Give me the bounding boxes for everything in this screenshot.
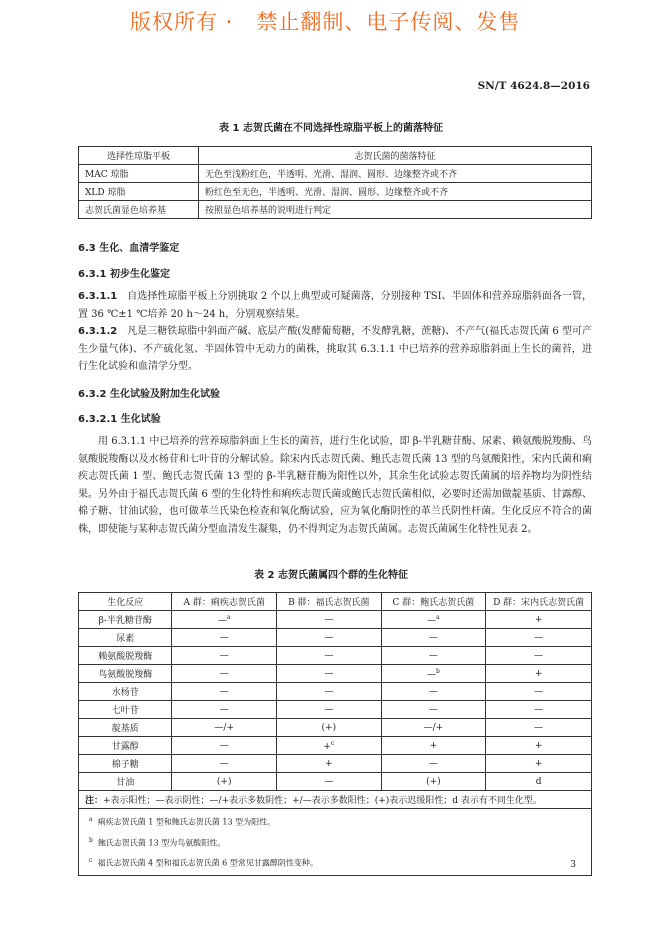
reaction-name: β-半乳糖苷酶 <box>79 611 172 629</box>
table-cell <box>172 611 277 629</box>
cell-value: + <box>534 740 543 751</box>
reaction-name: 水杨苷 <box>79 683 172 701</box>
table-row <box>79 201 592 219</box>
cell-value: — <box>428 758 438 769</box>
note-text: +表示阳性；—表示阴性；—/+表示多数阴性；+/—表示多数阳性；(+)表示迟缓阳性；d 表示有不同生化型。 <box>103 796 542 806</box>
cell-value: — <box>428 704 438 715</box>
table-cell: 无色至浅粉红色，半透明、光滑、湿润、圆形、边缘整齐或不齐 <box>199 165 592 183</box>
table-cell <box>486 665 592 683</box>
table-cell: 按照显色培养基的说明进行判定 <box>199 201 592 219</box>
cell-value: — <box>324 650 334 661</box>
table-row <box>79 165 592 183</box>
table-cell <box>486 611 592 629</box>
table-cell <box>381 611 486 629</box>
table-row <box>79 683 592 701</box>
reaction-name: 鸟氨酸脱羧酶 <box>79 665 172 683</box>
section-heading: 6.3.2.1 生化试验 <box>78 414 161 425</box>
cell-value: —/+ <box>214 722 234 733</box>
table-header: 选择性琼脂平板 <box>79 147 199 165</box>
cell-value: — <box>219 668 229 679</box>
table-row <box>79 611 592 629</box>
table2 <box>78 592 592 876</box>
table-cell <box>172 773 277 791</box>
table-cell <box>172 647 277 665</box>
table-row <box>79 719 592 737</box>
cell-value: — <box>219 740 229 751</box>
table1-caption: 表 1 志贺氏菌在不同选择性琼脂平板上的菌落特征 <box>219 123 443 134</box>
cell-value: — <box>219 650 229 661</box>
footnote-mark: a <box>226 613 231 621</box>
cell-value: — <box>534 650 544 661</box>
table-header: 志贺氏菌的菌落特征 <box>199 147 592 165</box>
clause-text: 凡是三糖铁琼脂中斜面产碱、底层产酸(发酵葡萄糖，不发酵乳糖，蔗糖)、不产气(福氏志贺氏菌 6 型可产生少量气体)、不产硫化氢、半固体管中无动力的菌株，挑取其 6.3.1.1 中已培养的营养琼脂斜面上生长的菌苔，进行生化试验和血清学分型。 <box>78 326 592 372</box>
footnote-mark: a <box>436 613 440 621</box>
cell-value: — <box>324 776 334 787</box>
table-header: A 群：痢疾志贺氏菌 <box>172 593 277 611</box>
footnote <box>89 811 581 832</box>
table-cell <box>277 701 382 719</box>
table-cell <box>381 719 486 737</box>
table-cell <box>486 629 592 647</box>
table-cell <box>486 701 592 719</box>
table-row <box>79 755 592 773</box>
table-cell: MAC 琼脂 <box>79 165 199 183</box>
table-cell <box>277 629 382 647</box>
table-cell: XLD 琼脂 <box>79 183 199 201</box>
table-cell <box>172 701 277 719</box>
table-header-row <box>79 147 592 165</box>
cell-value: — <box>324 704 334 715</box>
table-cell <box>486 737 592 755</box>
reaction-name: 棉子糖 <box>79 755 172 773</box>
cell-value: (+) <box>216 776 232 787</box>
cell-value: + <box>534 758 543 769</box>
cell-value: — <box>534 632 544 643</box>
table-header: D 群：宋内氏志贺氏菌 <box>486 593 592 611</box>
table-row <box>79 701 592 719</box>
reaction-name: 七叶苷 <box>79 701 172 719</box>
clause-6-3-1-1 <box>78 288 592 323</box>
table-cell <box>381 683 486 701</box>
table-note <box>79 791 592 809</box>
footnote-text: 福氏志贺氏菌 4 型和福氏志贺氏菌 6 型常见甘露醇阴性变种。 <box>97 858 318 868</box>
table-cell <box>172 683 277 701</box>
table-cell <box>172 755 277 773</box>
table-footnotes <box>79 809 592 876</box>
table-cell <box>381 701 486 719</box>
table-cell <box>381 737 486 755</box>
footnote-mark: a <box>89 816 93 823</box>
cell-value: + <box>323 741 331 752</box>
table-row <box>79 183 592 201</box>
table-cell <box>486 755 592 773</box>
table-header-row <box>79 593 592 611</box>
table-cell <box>277 755 382 773</box>
table2-caption: 表 2 志贺氏菌属四个群的生化特征 <box>254 570 408 581</box>
table-cell <box>486 773 592 791</box>
footnote <box>89 832 581 853</box>
footnote <box>89 852 581 873</box>
section-heading: 6.3.2 生化试验及附加生化试验 <box>78 389 220 400</box>
clause-6-3-1-2 <box>78 323 592 376</box>
cell-value: — <box>219 686 229 697</box>
cell-value: — <box>324 632 334 643</box>
copyright-watermark: 版权所有 · 禁止翻制、电子传阅、发售 <box>130 10 521 34</box>
cell-value: — <box>534 686 544 697</box>
cell-value: — <box>324 614 334 625</box>
table-cell <box>486 719 592 737</box>
table-row <box>79 629 592 647</box>
table-cell <box>486 647 592 665</box>
cell-value: — <box>426 669 436 680</box>
footnote-text: 鲍氏志贺氏菌 13 型为鸟氨酸阳性。 <box>97 838 226 848</box>
clause-number: 6.3.1.1 <box>78 291 118 302</box>
section-heading: 6.3 生化、血清学鉴定 <box>78 243 180 254</box>
cell-value: — <box>534 722 544 733</box>
table-header: B 群：福氏志贺氏菌 <box>277 593 382 611</box>
cell-value: — <box>534 704 544 715</box>
table-cell <box>172 629 277 647</box>
table-cell <box>381 773 486 791</box>
cell-value: + <box>534 614 543 625</box>
table-cell: 志贺氏菌显色培养基 <box>79 201 199 219</box>
table-row <box>79 737 592 755</box>
table-cell <box>277 773 382 791</box>
reaction-name: 赖氨酸脱羧酶 <box>79 647 172 665</box>
clause-number: 6.3.1.2 <box>78 326 118 337</box>
table-row <box>79 773 592 791</box>
table-cell <box>277 683 382 701</box>
cell-value: (+) <box>321 722 337 733</box>
cell-value: — <box>219 704 229 715</box>
table-cell <box>277 647 382 665</box>
note-label: 注： <box>85 796 104 806</box>
cell-value: — <box>427 615 437 626</box>
footnote-mark: c <box>89 857 93 865</box>
body-paragraph: 用 6.3.1.1 中已培养的营养琼脂斜面上生长的菌苔，进行生化试验，即 β-半乳糖苷酶、尿素、赖氨酸脱羧酶、鸟氨酸脱羧酶以及水杨苷和七叶苷的分解试验。除宋内氏志贺氏菌、鲍氏志贺氏菌 13 型的鸟氨酸阳性，宋内氏菌和痢疾志贺氏菌 1 型、鲍氏志贺氏菌 13 型的 β-半乳糖苷酶为阳性以外，其余生化试验志贺氏菌属的培养物均为阴性结果。另外由于福氏志贺氏菌 6 型的生化特性和痢疾志贺氏菌或鲍氏志贺氏菌相似，必要时还需加做靛基质、甘露醇、棉子糖、甘油试验，也可做革兰氏染色检查和氧化酶试验，应为氧化酶阴性的革兰氏阴性杆菌。生化反应不符合的菌株，即使能与某种志贺氏菌分型血清发生凝集，仍不得判定为志贺氏菌属。志贺氏菌属生化特性见表 2。 <box>78 436 592 535</box>
cell-value: — <box>428 632 438 643</box>
cell-value: d <box>535 776 542 787</box>
reaction-name: 甘露醇 <box>79 737 172 755</box>
footnotes-row <box>79 809 592 876</box>
cell-value: — <box>428 650 438 661</box>
table-cell <box>277 719 382 737</box>
table-cell <box>381 755 486 773</box>
footnote-mark: c <box>330 739 335 747</box>
cell-value: + <box>429 740 438 751</box>
footnote-mark: b <box>435 667 440 675</box>
standard-number: SN/T 4624.8—2016 <box>477 80 590 92</box>
table-cell <box>277 665 382 683</box>
table-cell <box>172 719 277 737</box>
cell-value: — <box>324 686 334 697</box>
footnote-mark: b <box>89 836 93 844</box>
note-row <box>79 791 592 809</box>
table-cell <box>277 611 382 629</box>
cell-value: —/+ <box>423 722 444 733</box>
cell-value: — <box>217 615 227 626</box>
section-heading: 6.3.1 初步生化鉴定 <box>78 269 170 280</box>
page-number: 3 <box>570 860 576 870</box>
table-cell <box>486 683 592 701</box>
cell-value: — <box>324 668 334 679</box>
cell-value: + <box>325 758 333 769</box>
cell-value: — <box>428 686 438 697</box>
table-cell <box>381 665 486 683</box>
reaction-name: 尿素 <box>79 629 172 647</box>
cell-value: (+) <box>426 776 441 787</box>
table-cell: 粉红色至无色，半透明、光滑、湿润、圆形、边缘整齐或不齐 <box>199 183 592 201</box>
table-cell <box>172 737 277 755</box>
cell-value: — <box>219 632 229 643</box>
table-row <box>79 665 592 683</box>
table1 <box>78 146 592 219</box>
table-cell <box>381 647 486 665</box>
footnote-text: 痢疾志贺氏菌 1 型和鲍氏志贺氏菌 13 型为阳性。 <box>97 817 276 827</box>
table-row <box>79 647 592 665</box>
table-cell <box>277 737 382 755</box>
table-header: 生化反应 <box>79 593 172 611</box>
reaction-name: 靛基质 <box>79 719 172 737</box>
table-header: C 群：鲍氏志贺氏菌 <box>381 593 486 611</box>
cell-value: + <box>534 668 543 679</box>
reaction-name: 甘油 <box>79 773 172 791</box>
cell-value: — <box>219 758 229 769</box>
table-cell <box>381 629 486 647</box>
clause-text: 自选择性琼脂平板上分别挑取 2 个以上典型或可疑菌落，分别接种 TSI、半固体和营养琼脂斜面各一管，置 36 ℃±1 ℃培养 20 h～24 h，分别观察结果。 <box>78 291 592 320</box>
table-cell <box>172 665 277 683</box>
